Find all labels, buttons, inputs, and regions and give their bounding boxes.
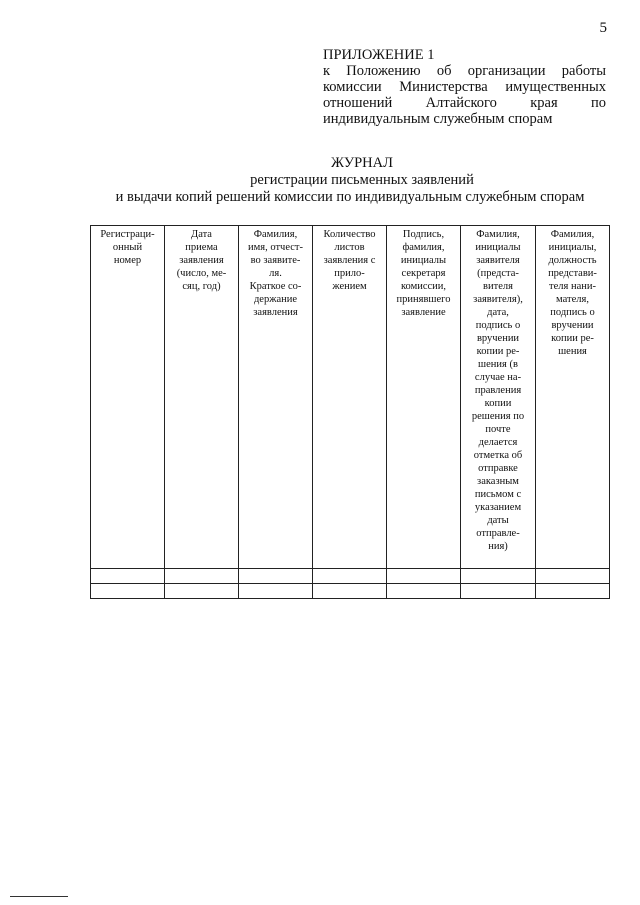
header-cell-employer-representative: Фамилия, инициалы, должность представи- теля нани- мателя, подпись о вручении копии ре- шения: [536, 226, 610, 569]
header-cell-sheet-count: Количество листов заявления с прило- жением: [313, 226, 387, 569]
table-header-row: [91, 226, 610, 569]
header-cell-secretary-signature: Подпись, фамилия, инициалы секретаря комиссии, принявшего заявление: [387, 226, 461, 569]
table-cell: [387, 584, 461, 599]
table-row: [91, 584, 610, 599]
header-cell-applicant-receipt: Фамилия, инициалы заявителя (предста- вителя заявителя), дата, подпись о вручении копии ре- шения (в случае на- правления копии решения по почте делается отметка об отправке заказным письмом с указанием даты отправле- ния): [461, 226, 536, 569]
journal-subtitle-1: регистрации письменных заявлений: [250, 172, 474, 188]
table-cell: [91, 584, 165, 599]
header-cell-receipt-date: Дата приема заявления (число, ме- сяц, год): [165, 226, 239, 569]
journal-subtitle-2: и выдачи копий решений комиссии по индивидуальным служебным спорам: [115, 189, 585, 205]
header-cell-registration-number: Регистраци- онный номер: [91, 226, 165, 569]
footnote-divider: [10, 896, 68, 897]
table-cell: [536, 584, 610, 599]
appendix-title: ПРИЛОЖЕНИЕ 1: [323, 47, 435, 63]
appendix-block: [323, 47, 606, 127]
table-cell: [165, 584, 239, 599]
table-cell: [313, 569, 387, 584]
table-cell: [536, 569, 610, 584]
table-cell: [313, 584, 387, 599]
table-cell: [461, 569, 536, 584]
table-cell: [91, 569, 165, 584]
page-number: 5: [599, 20, 607, 36]
journal-title: ЖУРНАЛ: [331, 155, 393, 171]
table-cell: [239, 569, 313, 584]
appendix-body: к Положению об организации работы комиссии Министерства имущественных отношений Алтайского края по индивидуальным служебным спорам: [323, 63, 606, 127]
header-cell-applicant-name: Фамилия, имя, отчест- во заявите- ля. Краткое со- держание заявления: [239, 226, 313, 569]
table-cell: [239, 584, 313, 599]
table-cell: [387, 569, 461, 584]
table-row: [91, 569, 610, 584]
table-cell: [461, 584, 536, 599]
table-cell: [165, 569, 239, 584]
journal-heading: [80, 155, 620, 206]
journal-table: [90, 225, 610, 599]
